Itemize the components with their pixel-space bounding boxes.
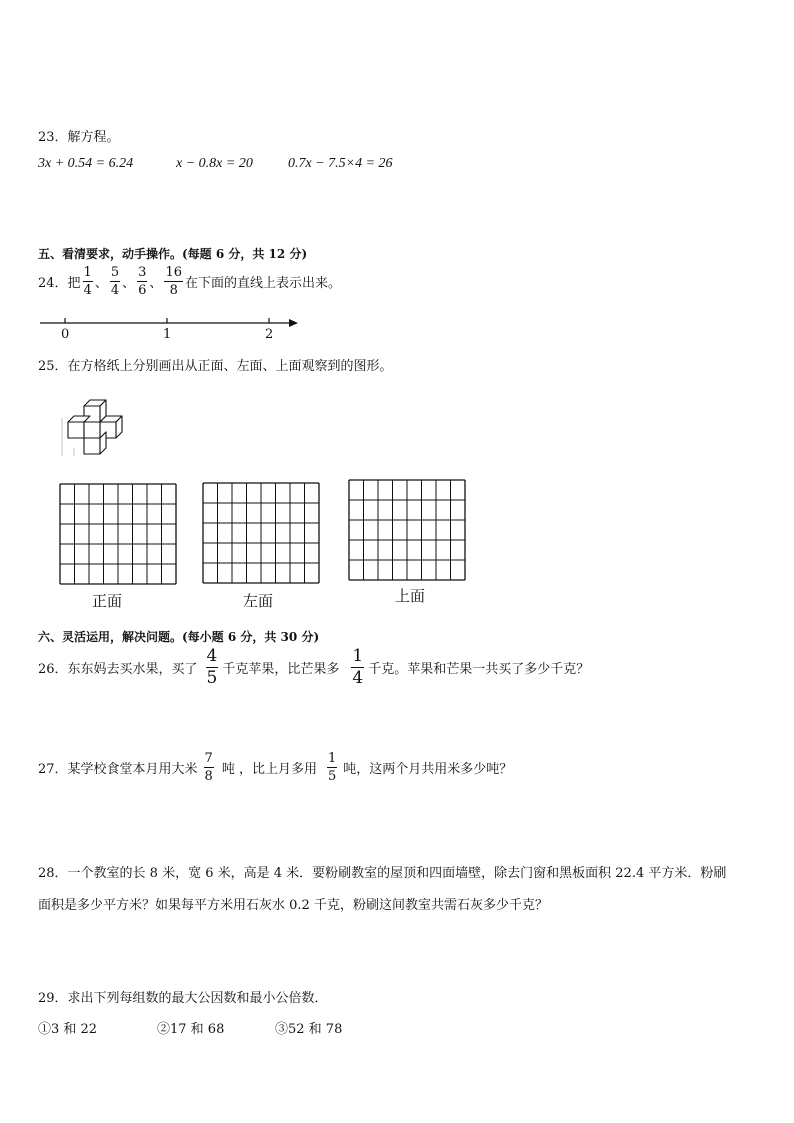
number-line-arrow-icon bbox=[289, 319, 298, 327]
q24-prefix: 24．把 bbox=[38, 276, 81, 291]
section5-heading: 五、看清要求，动手操作。(每题 6 分，共 12 分) bbox=[38, 247, 308, 261]
grid-front bbox=[59, 483, 177, 585]
q24-fraction-1 bbox=[83, 266, 93, 297]
number-line-label-2: 2 bbox=[265, 327, 274, 342]
q24-fraction-1-den: 4 bbox=[83, 283, 92, 298]
q26-part2: 千克苹果，比芒果多 bbox=[222, 662, 340, 677]
q24-fraction-4 bbox=[164, 266, 183, 297]
q27-part1: 27．某学校食堂本月用大米 bbox=[38, 762, 198, 777]
q24-fraction-3 bbox=[137, 266, 147, 297]
q29-text: 29．求出下列每组数的最大公因数和最小公倍数． bbox=[38, 991, 328, 1006]
q26-fraction-2-den: 4 bbox=[352, 668, 364, 688]
q29-item-1: ①3 和 22 bbox=[38, 1022, 98, 1037]
q24-suffix: 在下面的直线上表示出来。 bbox=[184, 276, 341, 291]
q27-fraction-1-den: 8 bbox=[204, 769, 213, 784]
grid-left-label: 左面 bbox=[243, 592, 274, 610]
q23-equation-2: x − 0.8x = 20 bbox=[176, 156, 253, 171]
q24-fraction-2 bbox=[110, 266, 120, 297]
q24-fraction-2-num: 5 bbox=[110, 265, 120, 280]
cube-figure bbox=[56, 398, 126, 458]
q23-equation-3: 0.7x − 7.5×4 = 26 bbox=[288, 156, 393, 171]
grid-top bbox=[348, 479, 466, 581]
q29-item-3: ③52 和 78 bbox=[275, 1022, 343, 1037]
q25-text: 25．在方格纸上分别画出从正面、左面、上面观察到的图形。 bbox=[38, 359, 393, 374]
q26-fraction-1-num: 4 bbox=[206, 646, 218, 666]
q23-equation-1: 3x + 0.54 = 6.24 bbox=[38, 156, 134, 171]
q26-fraction-1 bbox=[206, 648, 219, 687]
q24-fraction-1-num: 1 bbox=[83, 265, 92, 280]
q28-line-2: 面积是多少平方米？如果每平方米用石灰水 0.2 千克，粉刷这间教室共需石灰多少千克？ bbox=[38, 898, 548, 913]
number-line-label-1: 1 bbox=[163, 327, 172, 342]
grid-front-label: 正面 bbox=[92, 592, 123, 610]
q24-sep-1: 、 bbox=[94, 276, 108, 291]
q26-fraction-2 bbox=[351, 648, 364, 687]
q27-fraction-2 bbox=[327, 752, 337, 783]
q24-fraction-3-den: 6 bbox=[138, 283, 147, 298]
q27-fraction-1-num: 7 bbox=[204, 751, 213, 766]
grid-left bbox=[202, 482, 320, 584]
q24-fraction-3-num: 3 bbox=[138, 265, 147, 280]
q26-part3: 千克。苹果和芒果一共买了多少千克？ bbox=[368, 662, 590, 677]
q23-title: 23．解方程。 bbox=[38, 130, 120, 145]
q24-sep-2: 、 bbox=[122, 276, 136, 291]
q26-fraction-1-den: 5 bbox=[206, 668, 218, 688]
q29-item-2: ②17 和 68 bbox=[157, 1022, 225, 1037]
q28-line-1: 28．一个教室的长 8 米，宽 6 米，高是 4 米．要粉刷教室的屋顶和四面墙壁，除去门窗和黑板面积 22.4 平方米．粉刷 bbox=[38, 866, 727, 881]
q27-fraction-1 bbox=[204, 752, 214, 783]
q24-fraction-4-den: 8 bbox=[169, 283, 178, 298]
q27-part2: 吨 ，比上月多用 bbox=[221, 762, 317, 777]
q26-part1: 26．东东妈去买水果，买了 bbox=[38, 662, 198, 677]
section6-heading: 六、灵活运用，解决问题。(每小题 6 分，共 30 分) bbox=[38, 630, 320, 644]
q24-fraction-2-den: 4 bbox=[110, 283, 120, 298]
q26-fraction-2-num: 1 bbox=[352, 646, 364, 666]
q24-sep-3: 、 bbox=[149, 276, 163, 291]
q24-text bbox=[38, 266, 341, 297]
q24-fraction-4-num: 16 bbox=[165, 265, 182, 280]
q27-fraction-2-den: 5 bbox=[327, 769, 337, 784]
number-line-label-0: 0 bbox=[61, 327, 70, 342]
q26-text bbox=[38, 648, 589, 687]
q27-text bbox=[38, 752, 512, 783]
q27-part3: 吨，这两个月共用米多少吨？ bbox=[343, 762, 513, 777]
grid-top-label: 上面 bbox=[395, 587, 426, 605]
q27-fraction-2-num: 1 bbox=[327, 751, 337, 766]
